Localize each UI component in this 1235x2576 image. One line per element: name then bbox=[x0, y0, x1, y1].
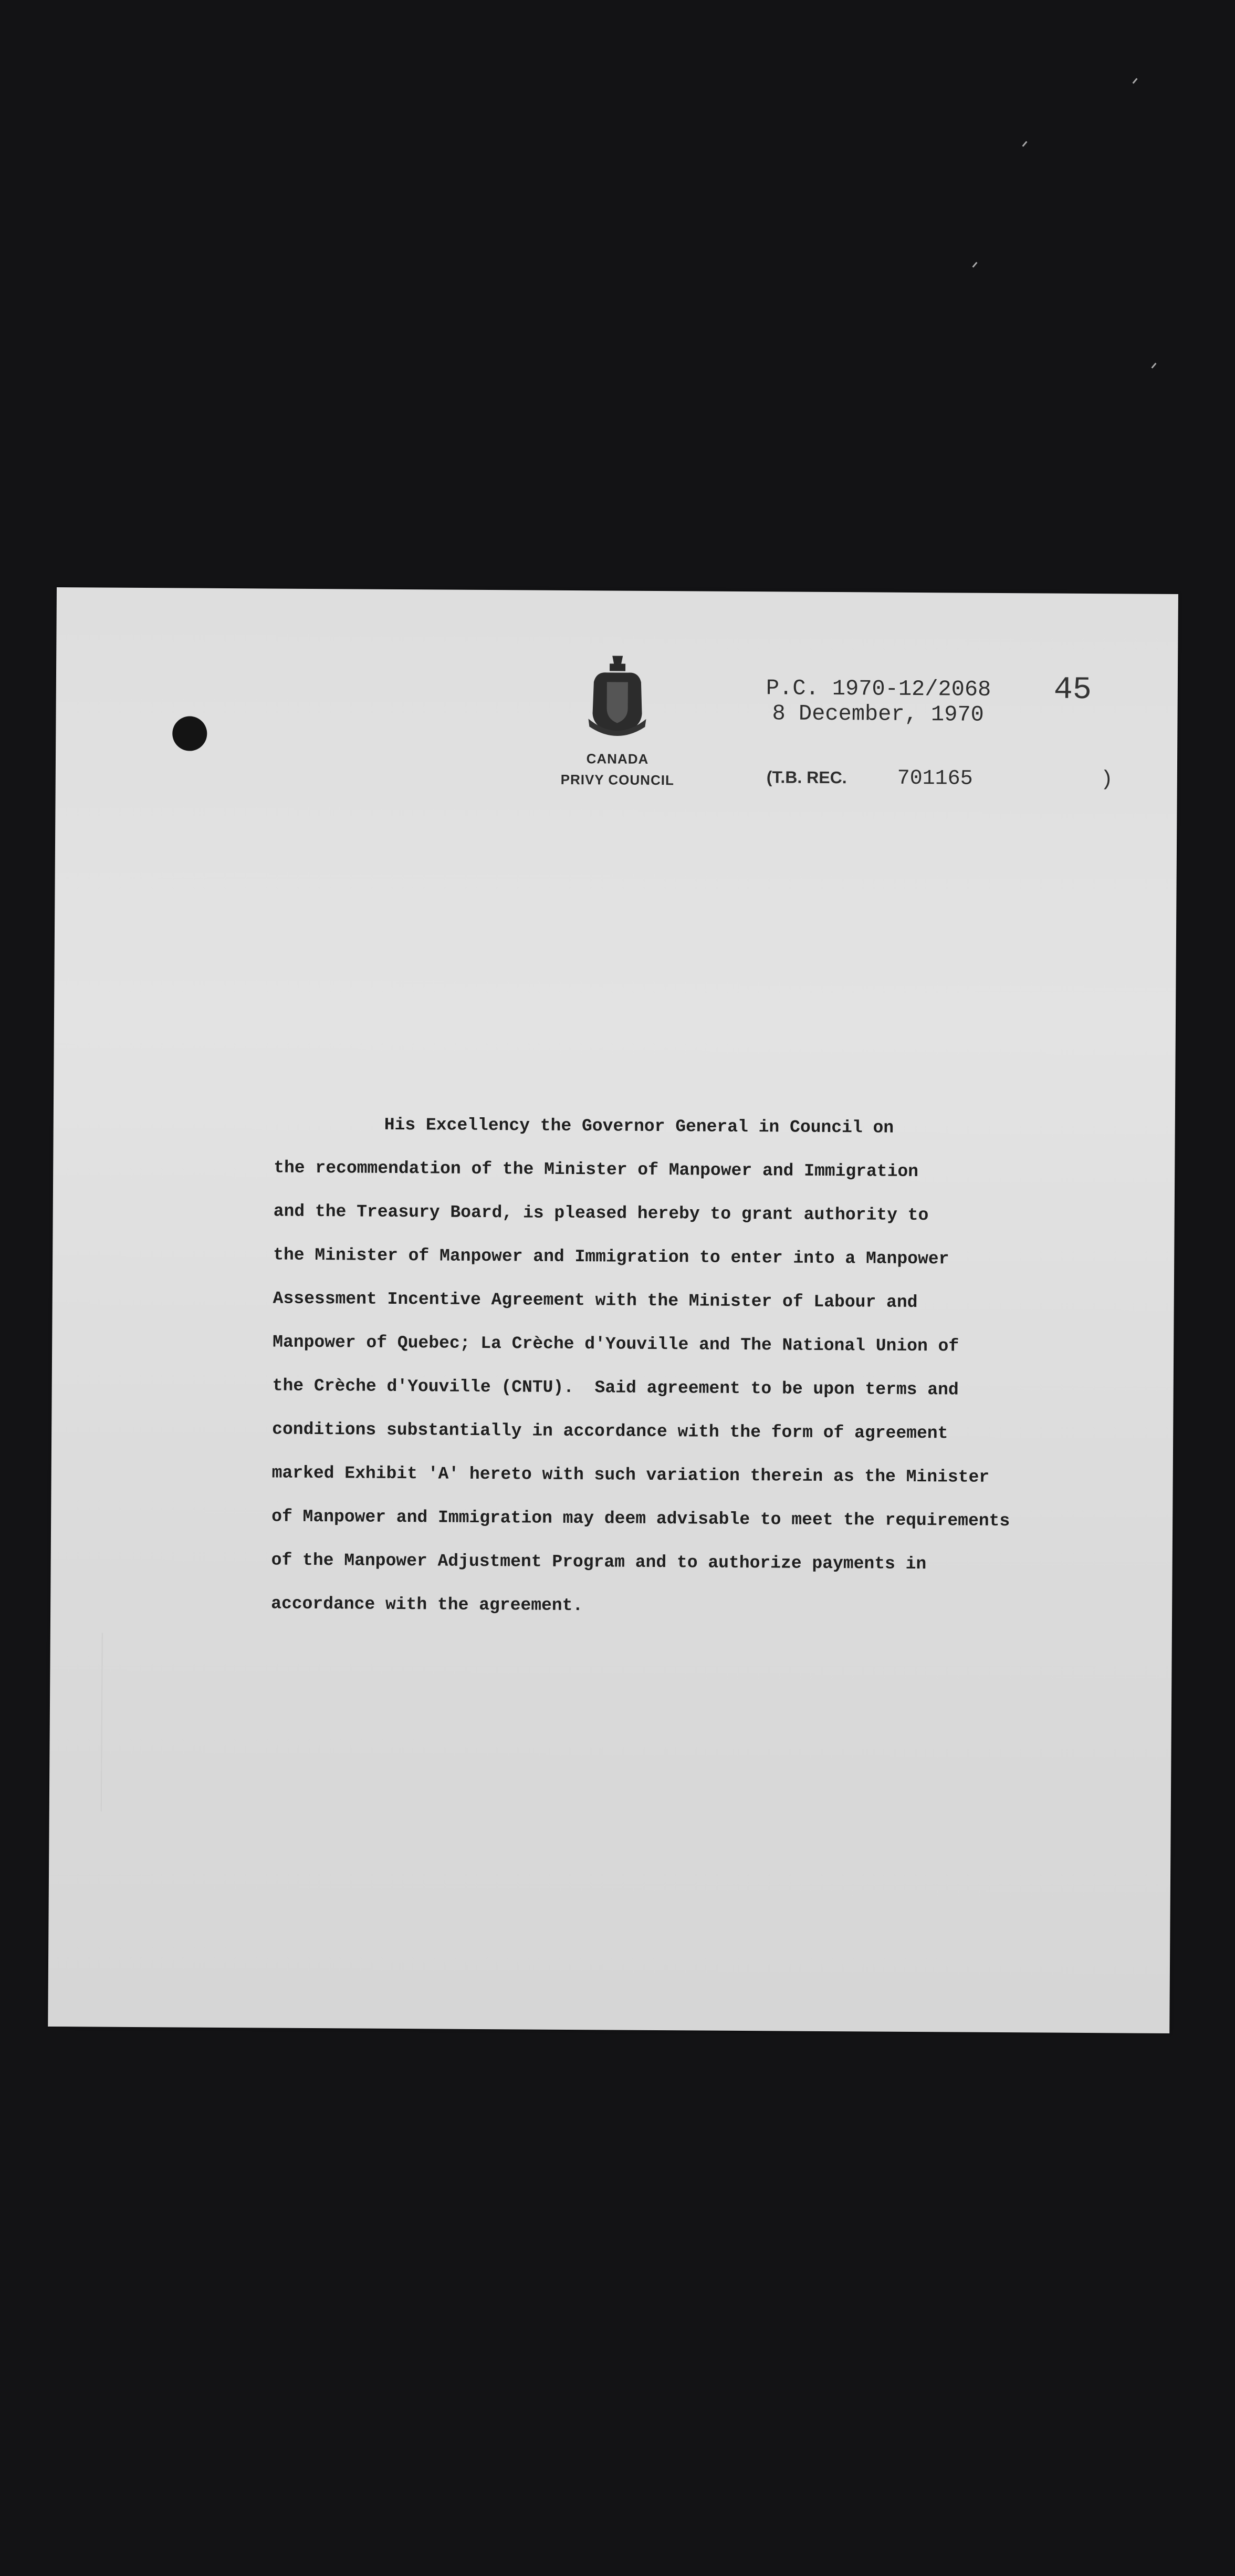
body-line: marked Exhibit 'A' hereto with such variation therein as the Minister bbox=[271, 1463, 990, 1487]
office-line-1: CANADA bbox=[586, 751, 649, 767]
body-line: Manpower of Quebec; La Crèche d'Youville and The National Union of bbox=[273, 1332, 959, 1356]
body-line: of Manpower and Immigration may deem advisable to meet the requirements bbox=[271, 1507, 1010, 1531]
office-line-2: PRIVY COUNCIL bbox=[560, 771, 674, 788]
dust-speck bbox=[972, 262, 977, 267]
dust-speck bbox=[1022, 141, 1027, 147]
pc-number: P.C. 1970-12/2068 bbox=[766, 676, 991, 702]
tb-rec bbox=[767, 766, 973, 791]
body-line: His Excellency the Governor General in Council on bbox=[384, 1115, 894, 1138]
body-line: accordance with the agreement. bbox=[271, 1594, 583, 1616]
coat-of-arms-icon bbox=[583, 650, 652, 740]
dust-speck bbox=[1151, 362, 1156, 368]
punch-hole-icon bbox=[172, 716, 207, 751]
tb-rec-label: (T.B. REC. bbox=[766, 767, 847, 787]
body-line: the Minister of Manpower and Immigration to enter into a Manpower bbox=[273, 1245, 949, 1269]
body-line: the recommendation of the Minister of Manpower and Immigration bbox=[274, 1158, 919, 1182]
office-name bbox=[528, 747, 707, 791]
page-number: 45 bbox=[1053, 672, 1092, 709]
body-line: the Crèche d'Youville (CNTU). Said agreement to be upon terms and bbox=[272, 1376, 959, 1400]
margin-mark bbox=[101, 1633, 103, 1812]
body-line: and the Treasury Board, is pleased hereby to grant authority to bbox=[273, 1201, 929, 1225]
pc-date: 8 December, 1970 bbox=[772, 701, 984, 728]
tb-rec-value: 701165 bbox=[897, 766, 973, 791]
body-line: conditions substantially in accordance with the form of agreement bbox=[272, 1419, 948, 1443]
dust-speck bbox=[1132, 78, 1137, 84]
order-body bbox=[271, 1103, 1093, 1631]
tb-rec-close: ) bbox=[1100, 768, 1113, 792]
body-line: of the Manpower Adjustment Program and to authorize payments in bbox=[271, 1550, 927, 1574]
document-page bbox=[48, 587, 1178, 2033]
body-line: Assessment Incentive Agreement with the Minister of Labour and bbox=[273, 1289, 918, 1313]
